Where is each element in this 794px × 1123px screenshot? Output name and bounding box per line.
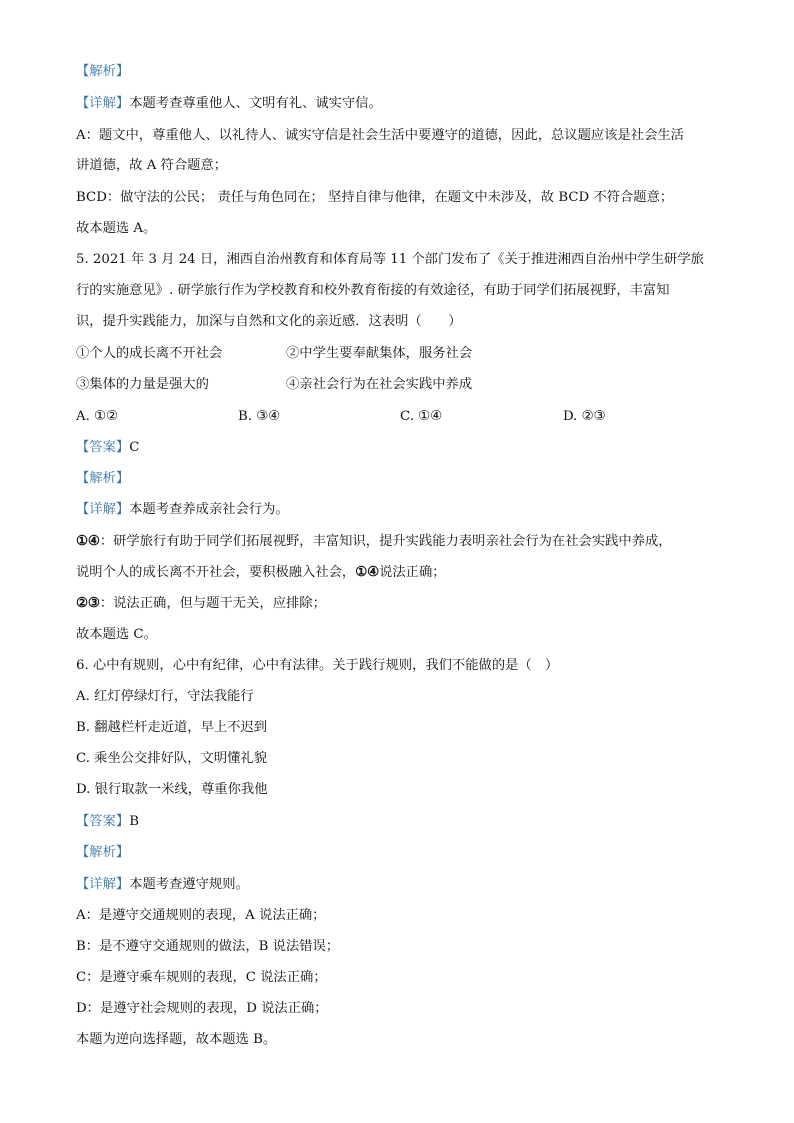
option-a: A. 红灯停绿灯行，守法我能行	[76, 689, 254, 704]
detail-tag: 【详解】	[76, 502, 130, 517]
answer-tag: 【答案】	[76, 440, 130, 455]
analysis-tag: 【解析】	[76, 845, 130, 860]
conclusion-line: 故本题选 C。	[76, 627, 157, 642]
statement-marker: ②③	[76, 596, 100, 611]
question-5-stem-line-3: 识，提升实践能力，加深与自然和文化的亲近感．这表明（ ）	[76, 314, 462, 329]
conclusion-line: 故本题选 A。	[76, 221, 157, 236]
statement-2: ②中学生要奉献集体，服务社会	[286, 346, 473, 361]
option-d: D. ②③	[563, 409, 606, 424]
statement-marker: ①④	[76, 534, 100, 549]
statement-4: ④亲社会行为在社会实践中养成	[286, 377, 473, 392]
question-6-stem: 6. 心中有规则，心中有纪律，心中有法律。关于践行规则，我们不能做的是（ ）	[76, 658, 559, 673]
explanation-bcd-line: BCD：做守法的公民； 责任与角色同在； 坚持自律与他律，在题文中未涉及，故 BCD 不符合题意；	[76, 190, 674, 205]
option-c: C. 乘坐公交排好队，文明懂礼貌	[76, 751, 268, 766]
explanation-line-3	[76, 595, 326, 613]
detail-text: 本题考查尊重他人、文明有礼、诚实守信。	[129, 96, 382, 111]
statement-marker: ①④	[355, 565, 380, 580]
explanation-a: A：是遵守交通规则的表现，A 说法正确；	[76, 908, 326, 923]
statement-1: ①个人的成长离不开社会	[76, 346, 223, 361]
explanation-line-2	[76, 564, 446, 582]
detail-line	[76, 876, 249, 894]
explanation-c: C：是遵守乘车规则的表现，C 说法正确；	[76, 970, 327, 985]
explanation-text: 说明个人的成长离不开社会，要积极融入社会，	[76, 565, 356, 580]
option-c: C. ①④	[400, 409, 442, 424]
detail-text: 本题考查养成亲社会行为。	[129, 502, 289, 517]
detail-tag: 【详解】	[76, 96, 130, 111]
conclusion-line: 本题为逆向选择题，故本题选 B。	[76, 1032, 277, 1047]
analysis-tag: 【解析】	[76, 64, 130, 79]
explanation-d: D：是遵守社会规则的表现，D 说法正确；	[76, 1001, 328, 1016]
option-b: B. 翻越栏杆走近道，早上不迟到	[76, 720, 268, 735]
answer-value: C	[129, 440, 140, 455]
answer-line	[76, 439, 139, 457]
detail-text: 本题考查遵守规则。	[129, 877, 249, 892]
explanation-b: B：是不遵守交通规则的做法，B 说法错误；	[76, 939, 340, 954]
explanation-line-1	[76, 533, 672, 551]
detail-tag: 【详解】	[76, 877, 130, 892]
option-a: A. ①②	[76, 409, 118, 424]
answer-tag: 【答案】	[76, 814, 130, 829]
explanation-text: ：说法正确，但与题干无关，应排除；	[99, 596, 326, 611]
question-5-stem-line-1: 5. 2021 年 3 月 24 日，湘西自治州教育和体育局等 11 个部门发布了《关于推进湘西自治州中学生研学旅	[76, 252, 704, 267]
answer-line	[76, 813, 139, 831]
option-b: B. ③④	[238, 409, 281, 424]
analysis-tag: 【解析】	[76, 471, 130, 486]
option-d: D. 银行取款一米线，尊重你我他	[76, 782, 268, 797]
explanation-text: ：研学旅行有助于同学们拓展视野，丰富知识，提升实践能力表明亲社会行为在社会实践中养成，	[99, 534, 672, 549]
explanation-text: 说法正确；	[379, 565, 446, 580]
explanation-a-line-2: 讲道德，故 A 符合题意；	[76, 158, 228, 173]
explanation-a-line-1: A：题文中，尊重他人、以礼待人、诚实守信是社会生活中要遵守的道德，因此，总议题应该是社会生活	[76, 128, 684, 143]
detail-line	[76, 95, 382, 113]
answer-value: B	[129, 814, 139, 829]
statement-3: ③集体的力量是强大的	[76, 377, 209, 392]
question-5-stem-line-2: 行的实施意见》. 研学旅行作为学校教育和校外教育衔接的有效途径，有助于同学们拓展视野，丰富知	[76, 283, 670, 298]
detail-line	[76, 501, 289, 519]
